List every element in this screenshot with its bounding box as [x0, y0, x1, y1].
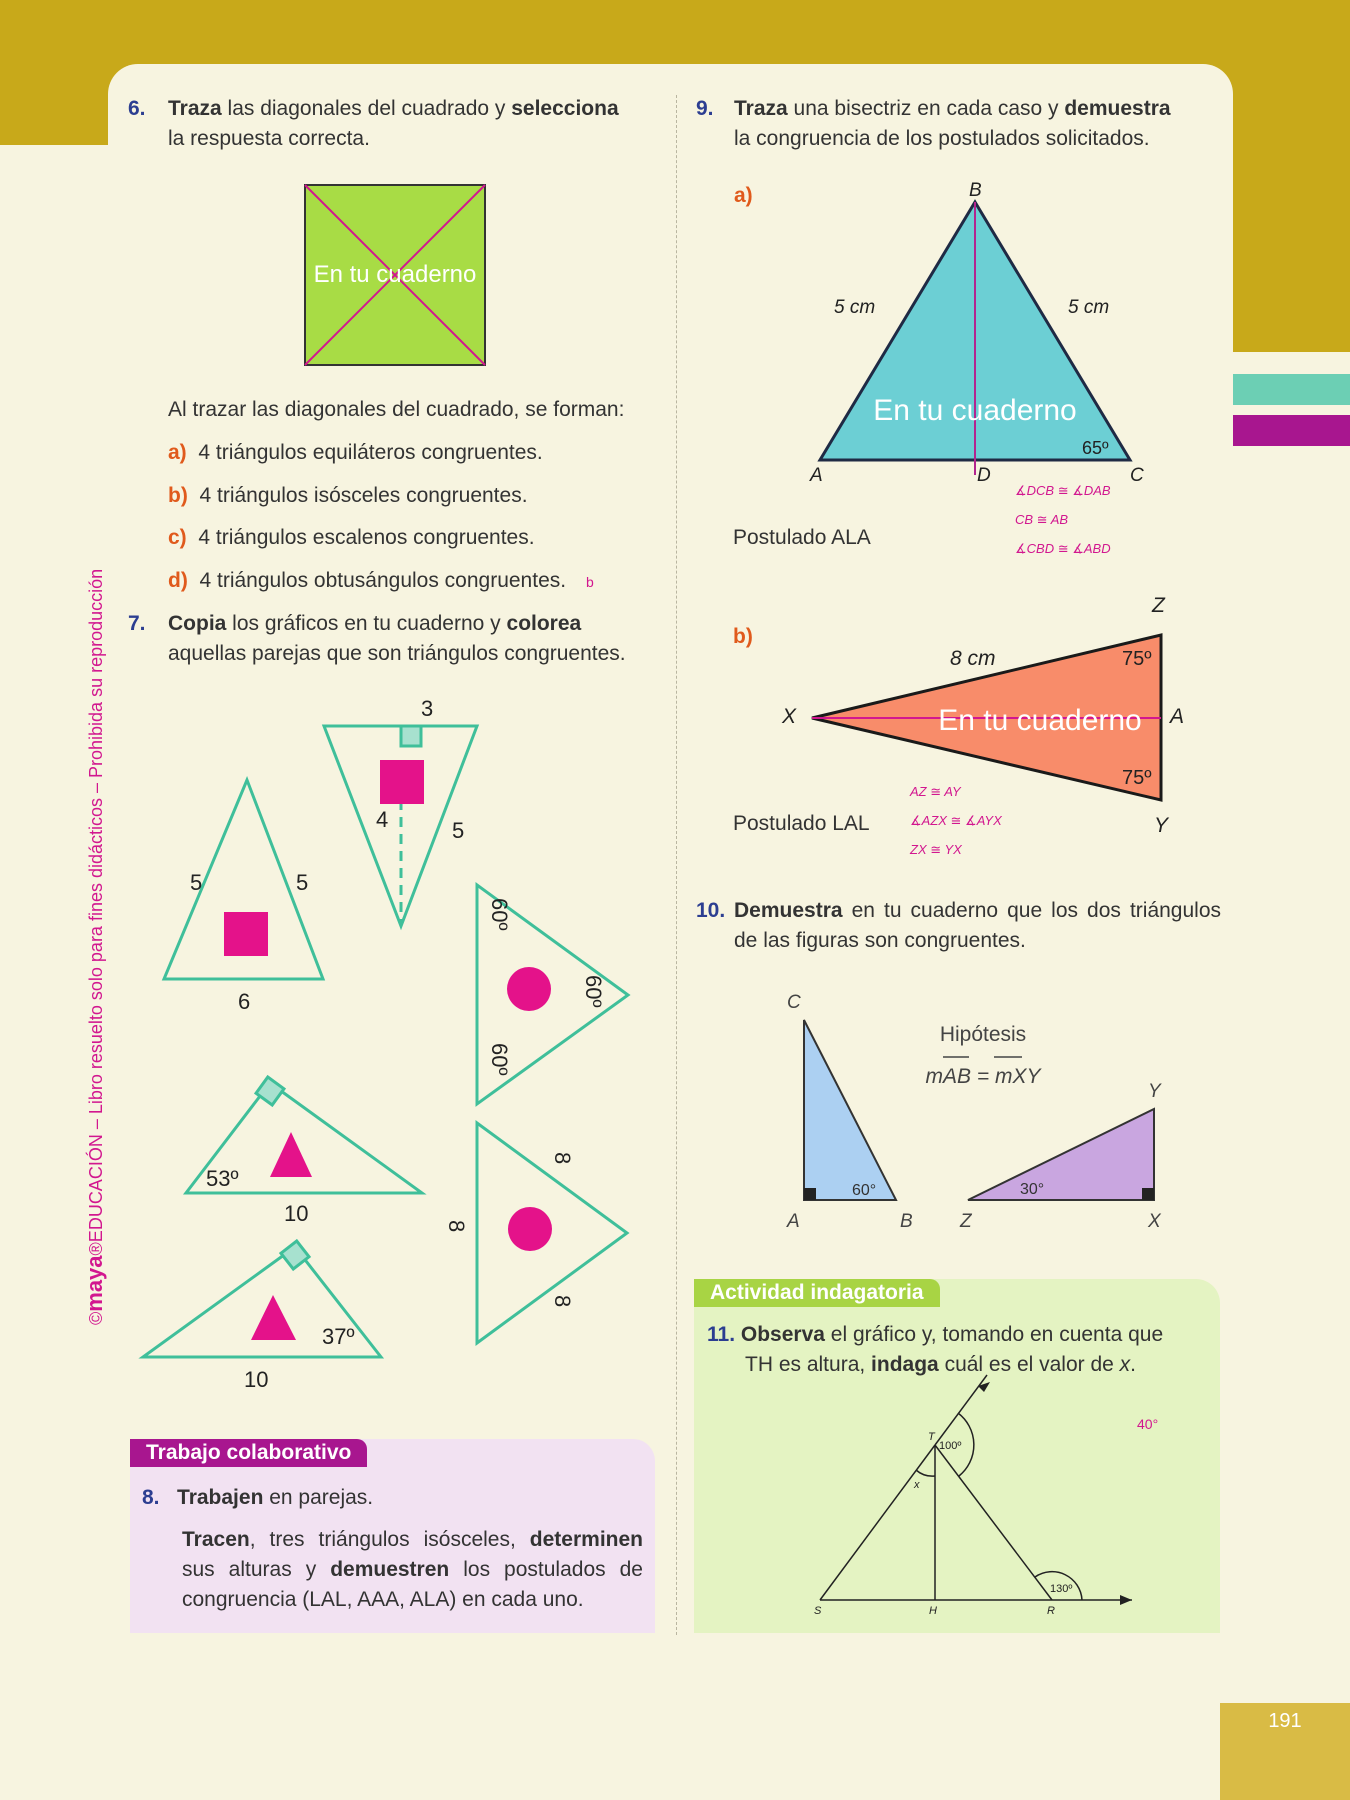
arrow-head	[1120, 1595, 1132, 1605]
q8-verb-demuestren: demuestren	[330, 1558, 450, 1581]
q9b-side-label: 8 cm	[950, 647, 996, 670]
vertex-Y: Y	[1148, 1081, 1161, 1102]
q6-option-a[interactable]	[168, 438, 543, 468]
vertex-Z: Z	[1152, 594, 1165, 617]
q9a-postulate: Postulado ALA	[733, 526, 871, 549]
vertex-Z: Z	[960, 1211, 972, 1232]
q11-badge: Actividad indagatoria	[694, 1279, 940, 1307]
option-text: 4 triángulos equiláteros congruentes.	[198, 441, 543, 464]
q10-hypothesis: mAB = mXY	[925, 1065, 1041, 1088]
q6-answer: b	[585, 574, 594, 590]
option-letter: d)	[168, 569, 188, 592]
vertex-C: C	[787, 992, 801, 1013]
vertex-H: H	[929, 1605, 937, 1617]
copyright-symbol: ©	[86, 1311, 106, 1325]
q9b-postulate: Postulado LAL	[733, 812, 870, 835]
circle-shape	[507, 967, 551, 1011]
q6-text2: la respuesta correcta.	[168, 127, 370, 150]
q11-instruction	[707, 1320, 1207, 1380]
q9-text2: la congruencia de los postulados solicitados.	[734, 127, 1150, 150]
option-letter: c)	[168, 526, 187, 549]
angle-100-label: 100º	[939, 1440, 962, 1452]
vertex-A: A	[787, 1211, 800, 1232]
vertex-X: X	[1148, 1211, 1161, 1232]
q6-option-c[interactable]	[168, 523, 535, 553]
triangle-shape	[251, 1295, 296, 1340]
q8-description	[182, 1525, 643, 1615]
option-text: 4 triángulos isósceles congruentes.	[199, 484, 528, 507]
q11-figure	[700, 1390, 1200, 1630]
q9-instruction	[696, 94, 1221, 150]
right-angle-mark	[1142, 1188, 1154, 1200]
vertex-R: R	[1047, 1605, 1055, 1617]
vertex-T: T	[928, 1431, 935, 1443]
q11-variable: x	[1119, 1353, 1131, 1376]
angle-x-label: x	[914, 1479, 920, 1491]
q8-text: en parejas.	[263, 1486, 374, 1509]
q10-instruction	[696, 896, 1221, 952]
q11-verb-observa: Observa	[740, 1323, 825, 1346]
q6-verb-selecciona: selecciona	[511, 97, 619, 120]
magenta-tab	[1233, 415, 1350, 446]
t6-side-a: 8	[550, 1152, 575, 1165]
q9b-proof-3: ZX ≅ YX	[910, 842, 962, 857]
q6-option-d[interactable]	[168, 566, 594, 597]
circle-shape	[508, 1207, 552, 1251]
q9a-figure	[720, 170, 1144, 565]
right-angle-mark	[256, 1077, 284, 1105]
q8-badge: Trabajo colaborativo	[130, 1439, 367, 1467]
q7-triangles-figure	[120, 690, 660, 1400]
q7-instruction	[128, 609, 655, 665]
q9b-proof-1: AZ ≅ AY	[910, 784, 961, 799]
q11-text1: el gráfico y, tomando en cuenta que	[824, 1323, 1164, 1346]
option-text: 4 triángulos obtusángulos congruentes.	[199, 569, 567, 592]
q6-option-b[interactable]	[168, 481, 528, 511]
q8-verb-tracen: Tracen	[182, 1528, 250, 1551]
t6-side-b: 8	[444, 1220, 469, 1233]
q10-angle-30: 30°	[1020, 1181, 1045, 1198]
square-shape	[224, 912, 268, 956]
q7-text2: aquellas parejas que son triángulos congruentes.	[168, 642, 626, 665]
vertex-A: A	[1170, 705, 1185, 728]
vertex-B: B	[969, 180, 982, 201]
q10-number: 10.	[696, 899, 726, 922]
t1-base-label: 6	[238, 989, 251, 1014]
vertex-S: S	[814, 1605, 822, 1617]
teal-tab	[1233, 374, 1350, 405]
t1-left-label: 5	[190, 870, 203, 895]
angle-arc-x	[916, 1470, 935, 1476]
q8-verb-trabajen: Trabajen	[177, 1486, 264, 1509]
q7-number: 7.	[128, 612, 146, 635]
q9a-right-side: 5 cm	[1068, 297, 1110, 318]
q9a-letter: a)	[734, 184, 753, 207]
t2-height-label: 4	[376, 807, 389, 832]
column-divider	[676, 95, 677, 1635]
t5-angle-label: 37º	[322, 1324, 355, 1349]
copyright-notice: ®EDUCACIÓN – Libro resuelto solo para fines didácticos – Prohibida su reproducción	[86, 568, 106, 1256]
option-text: 4 triángulos escalenos congruentes.	[198, 526, 535, 549]
q9a-proof-3: ∡CBD ≅ ∡ABD	[1015, 541, 1111, 556]
q6-statement: Al trazar las diagonales del cuadrado, se forman:	[168, 398, 625, 421]
t3-angle-c: 60º	[487, 1043, 512, 1076]
q6-square-figure	[300, 182, 490, 368]
page-number: 191	[1268, 1710, 1302, 1732]
right-angle-mark	[804, 1188, 816, 1200]
side-ST	[820, 1445, 935, 1600]
q8-verb-determinen: determinen	[529, 1528, 643, 1551]
q9a-angle: 65º	[1082, 438, 1109, 458]
vertex-X: X	[782, 705, 797, 728]
q6-text1: las diagonales del cuadrado y	[221, 97, 512, 120]
option-letter: b)	[168, 484, 188, 507]
q10-hypothesis-title: Hipótesis	[939, 1023, 1027, 1046]
t1-right-label: 5	[296, 870, 309, 895]
q9b-overlay-label: En tu cuaderno	[938, 704, 1142, 737]
q9-verb-demuestra: demuestra	[1064, 97, 1171, 120]
vertex-D: D	[977, 465, 991, 486]
vertex-B: B	[900, 1211, 913, 1232]
q8-number: 8.	[142, 1486, 160, 1509]
side-TR	[935, 1445, 1052, 1600]
q10-left-triangle	[804, 1020, 896, 1200]
q11-verb-indaga: indaga	[871, 1353, 939, 1376]
q8-instruction	[142, 1483, 373, 1513]
option-letter: a)	[168, 441, 187, 464]
triangle-shape	[270, 1132, 312, 1177]
q11-period: .	[1130, 1353, 1137, 1376]
q6-instruction	[128, 94, 655, 150]
q7-verb-colorea: colorea	[506, 612, 582, 635]
q11-answer: 40°	[1137, 1416, 1159, 1432]
t2-side-label: 5	[452, 818, 465, 843]
vertex-A: A	[810, 465, 823, 486]
q9b-proof-2: ∡AZX ≅ ∡AYX	[910, 813, 1002, 828]
q11-number: 11.	[707, 1323, 736, 1346]
q11-text2: TH es altura,	[745, 1353, 872, 1376]
t4-base-label: 10	[284, 1201, 309, 1226]
q11-text3: cuál es el valor de	[938, 1353, 1120, 1376]
right-angle-mark	[401, 726, 421, 746]
q9a-overlay-label: En tu cuaderno	[873, 394, 1077, 427]
q6-number: 6.	[128, 97, 146, 120]
right-angle-mark	[281, 1241, 309, 1269]
t3-angle-b: 60º	[581, 975, 606, 1008]
vertex-C: C	[1130, 465, 1144, 486]
q10-text: en tu cuaderno que los dos triángulos de las figuras son congruentes.	[734, 899, 1221, 952]
copyright-side-text	[82, 569, 108, 1325]
q9-number: 9.	[696, 97, 714, 120]
brand-name: maya	[82, 1255, 107, 1312]
t3-angle-a: 60º	[487, 898, 512, 931]
q6-verb-traza: Traza	[168, 97, 222, 120]
q9b-letter: b)	[733, 625, 753, 648]
right-color-band	[1233, 0, 1350, 352]
q9b-angle-top: 75º	[1122, 648, 1152, 670]
q10-angle-60: 60°	[852, 1182, 877, 1199]
t5-base-label: 10	[244, 1367, 269, 1392]
t6-side-c: 8	[550, 1295, 575, 1308]
q10-verb-demuestra: Demuestra	[734, 899, 843, 922]
q7-verb-copia: Copia	[168, 612, 227, 635]
angle-130-label: 130º	[1050, 1583, 1073, 1595]
q9a-proof-1: ∡DCB ≅ ∡DAB	[1015, 483, 1111, 498]
vertex-Y: Y	[1154, 814, 1169, 837]
q9a-proof-2: CB ≅ AB	[1015, 512, 1069, 527]
q8-text3: los postulados de congruencia (LAL, AAA, ALA) en cada uno.	[182, 1558, 643, 1611]
t4-angle-label: 53º	[206, 1166, 239, 1191]
q7-text1: los gráficos en tu cuaderno y	[226, 612, 507, 635]
q6-overlay-label: En tu cuaderno	[313, 261, 477, 288]
q9-text1: una bisectriz en cada caso y	[787, 97, 1065, 120]
q8-text1: , tres triángulos isósceles,	[249, 1528, 530, 1551]
q10-right-triangle	[968, 1109, 1154, 1200]
q9b-angle-bottom: 75º	[1122, 767, 1152, 789]
t2-top-label: 3	[421, 696, 434, 721]
square-shape	[380, 760, 424, 804]
q8-text2: sus alturas y	[182, 1558, 331, 1581]
q9-verb-traza: Traza	[734, 97, 788, 120]
q10-figure	[770, 985, 1170, 1235]
q9a-left-side: 5 cm	[834, 297, 876, 318]
